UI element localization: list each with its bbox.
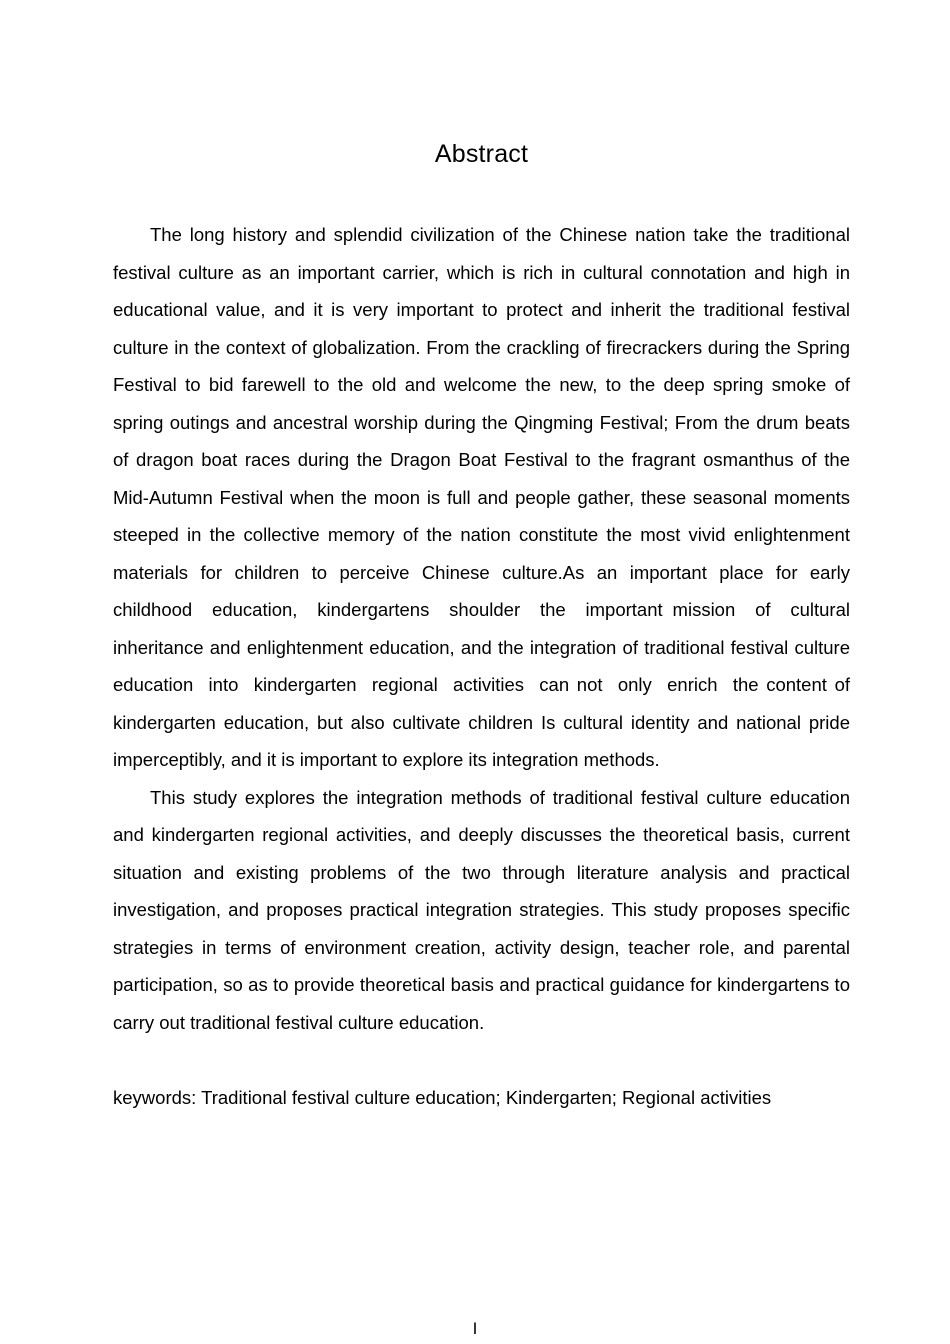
keywords-line [113, 1079, 850, 1117]
keywords-label: keywords: [113, 1086, 197, 1108]
abstract-paragraph-1: The long history and splendid civilization of the Chinese nation take the traditional festival culture as an important carrier, which is rich in cultural connotation and high in educational value, and it is very important to protect and inherit the traditional festival culture in the context of globalization. From the crackling of firecrackers during the Spring Festival to bid farewell to the old and welcome the new, to the deep spring smoke of spring outings and ancestral worship during the Qingming Festival; From the drum beats of dragon boat races during the Dragon Boat Festival to the fragrant osmanthus of the Mid-Autumn Festival when the moon is full and people gather, these seasonal moments steeped in the collective memory of the nation constitute the most vivid enlightenment materials for children to perceive Chinese culture.As an important place for early childhood education, kindergartens shoulder the important mission of cultural inheritance and enlightenment education, and the integration of traditional festival culture education into kindergarten regional activities can not only enrich the content of kindergarten education, but also cultivate children Is cultural identity and national pride imperceptibly, and it is important to explore its integration methods. [113, 224, 861, 770]
page-number: I [472, 1319, 478, 1338]
abstract-paragraph-2: This study explores the integration methods of traditional festival culture education and kindergarten regional activities, and deeply discusses the theoretical basis, current situation and existing problems of the two through literature analysis and practical investigation, and proposes practical integration strategies. This study proposes specific strategies in terms of environment creation, activity design, teacher role, and parental participation, so as to provide theoretical basis and practical guidance for kindergartens to carry out traditional festival culture education. [113, 786, 856, 1033]
keywords-value: Traditional festival culture education; Kindergarten; Regional activities [196, 1086, 772, 1108]
abstract-body [113, 216, 861, 1116]
page-title: Abstract [434, 139, 529, 168]
